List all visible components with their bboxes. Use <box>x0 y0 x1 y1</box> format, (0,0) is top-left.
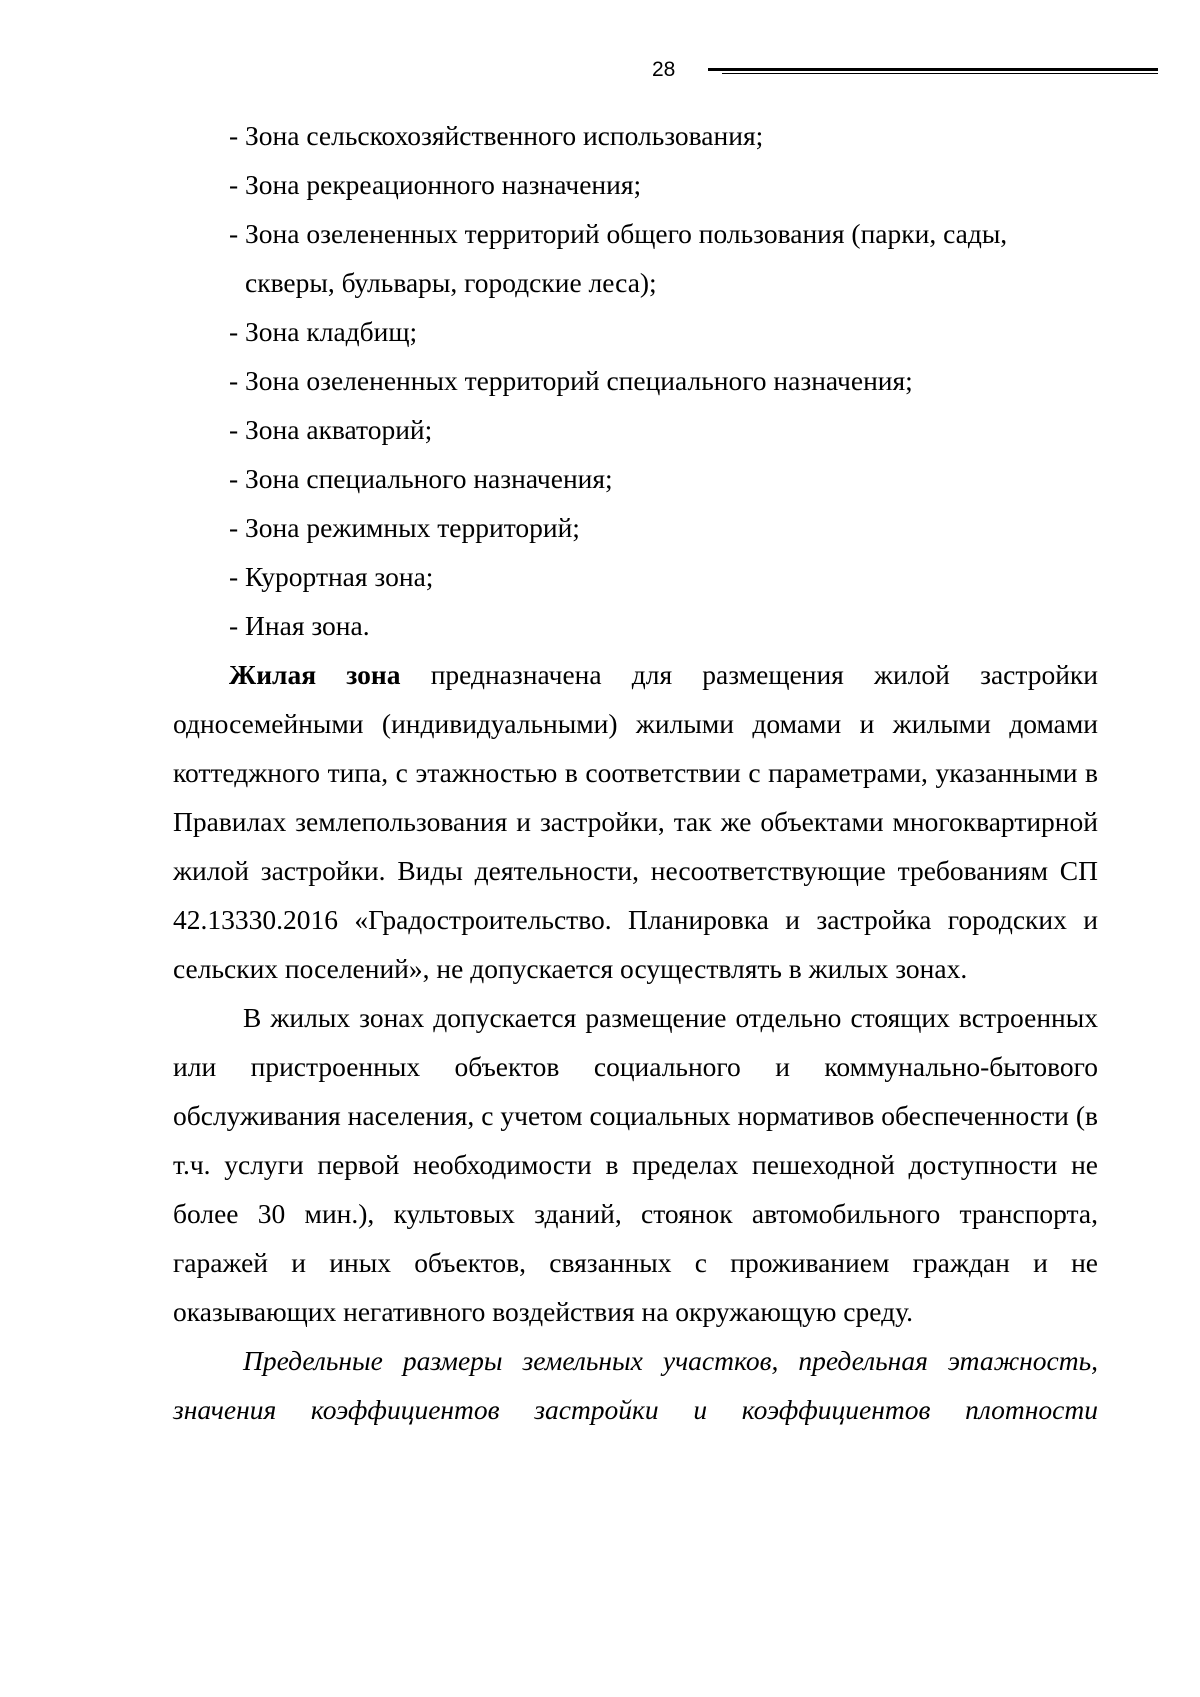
list-item: - Зона режимных территорий; <box>229 512 580 543</box>
list-item: - Зона рекреационного назначения; <box>229 169 642 200</box>
list-item: - Зона специального назначения; <box>229 463 613 494</box>
list-item: - Иная зона. <box>229 610 370 641</box>
list-item <box>229 209 1098 307</box>
paragraph-text: предназначена для размещения жилой застройки односемейными (индивидуальными) жилыми домами и жилыми домами коттеджного типа, с этажностью в соответствии с параметрами, указанными в Правилах землепользования и застройки, так же объектами многоквартирной жилой застройки. Виды деятельности, несоответствующие требованиям СП 42.13330.2016 «Градостроительство. Планировка и застройка городских и сельских поселений», не допускается осуществлять в жилых зонах. <box>173 659 1099 984</box>
list-item: - Курортная зона; <box>229 561 434 592</box>
list-item: - Зона сельскохозяйственного использования; <box>229 120 764 151</box>
header-rule-thin <box>722 73 1158 74</box>
page-number: 28 <box>652 58 676 81</box>
paragraph-residential-zone <box>173 650 1098 993</box>
list-item-continuation: скверы, бульвары, городские леса); <box>245 267 657 298</box>
list-item: - Зона кладбищ; <box>229 316 418 347</box>
list-item-text: - Зона озелененных территорий общего пользования (парки, сады, <box>229 218 1008 249</box>
residential-zone-term: Жилая зона <box>229 659 401 690</box>
document-body <box>173 111 1098 1434</box>
paragraph-allowed-objects: В жилых зонах допускается размещение отдельно стоящих встроенных или пристроенных объектов социального и коммунально-бытового обслуживания населения, с учетом социальных нормативов обеспеченности (в т.ч. услуги первой необходимости в пределах пешеходной доступности не более 30 мин.), культовых зданий, стоянок автомобильного транспорта, гаражей и иных объектов, связанных с проживанием граждан и не оказывающих негативного воздействия на окружающую среду. <box>173 1002 1098 1327</box>
paragraph-limits: Предельные размеры земельных участков, предельная этажность, значения коэффициентов застройки и коэффициентов плотности <box>173 1345 1098 1425</box>
header-rule <box>722 68 1158 71</box>
zone-list <box>173 111 1098 650</box>
list-item: - Зона акваторий; <box>229 414 433 445</box>
page-header <box>0 56 1200 96</box>
list-item: - Зона озелененных территорий специального назначения; <box>229 365 913 396</box>
header-rule-accent <box>708 68 722 71</box>
